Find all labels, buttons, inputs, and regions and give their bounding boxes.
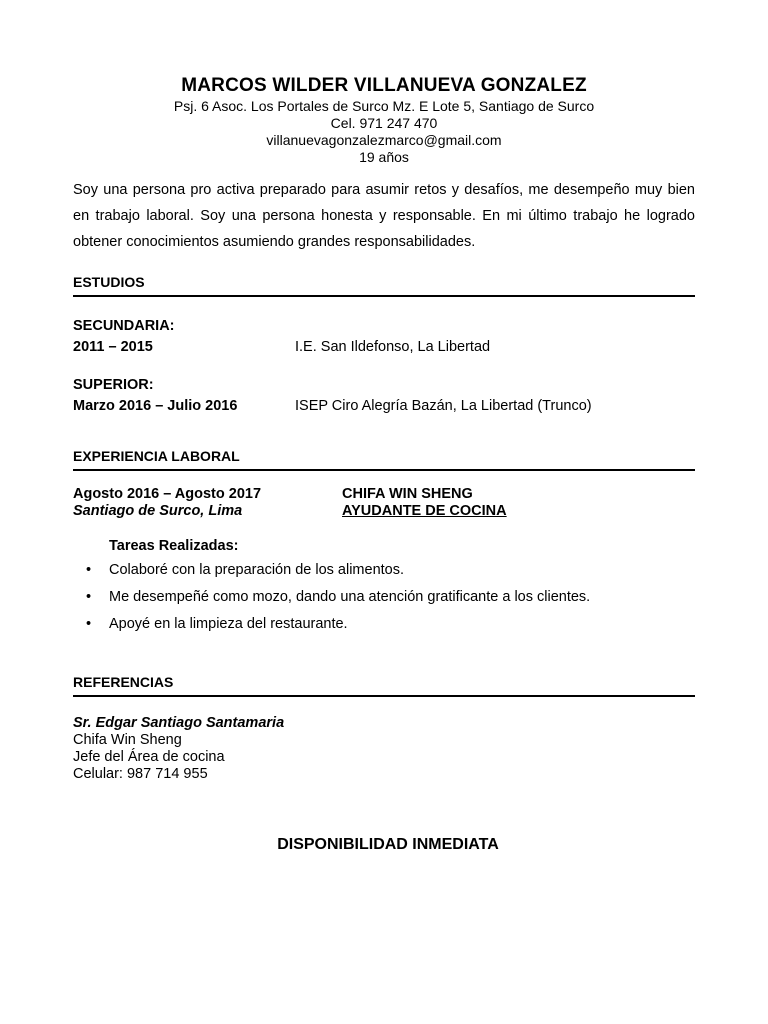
job-company: CHIFA WIN SHENG (342, 486, 473, 502)
secondary-label: SECUNDARIA: (73, 318, 175, 334)
task-text: Colaboré con la preparación de los alimentos. (109, 562, 405, 578)
phone: Cel. 971 247 470 (330, 115, 438, 131)
bullet-icon: • (86, 589, 92, 605)
section-title-experience: EXPERIENCIA LABORAL (73, 447, 695, 471)
availability-note: DISPONIBILIDAD INMEDIATA (277, 836, 499, 853)
list-item (73, 611, 695, 638)
tasks-label: Tareas Realizadas: (109, 538, 239, 554)
superior-dates: Marzo 2016 – Julio 2016 (73, 398, 238, 414)
task-text: Me desempeñé como mozo, dando una atención gratificante a los clientes. (109, 589, 591, 605)
candidate-name: MARCOS WILDER VILLANUEVA GONZALEZ (181, 75, 587, 96)
superior-label: SUPERIOR: (73, 377, 154, 393)
bullet-icon: • (86, 616, 92, 632)
reference-company: Chifa Win Sheng (73, 732, 182, 748)
job-dates: Agosto 2016 – Agosto 2017 (73, 486, 262, 502)
task-text: Apoyé en la limpieza del restaurante. (109, 616, 348, 632)
bullet-icon: • (86, 562, 92, 578)
tasks-list (73, 557, 695, 638)
secondary-school: I.E. San Ildefonso, La Libertad (295, 339, 491, 355)
section-title-studies: ESTUDIOS (73, 273, 695, 297)
age: 19 años (359, 149, 409, 165)
profile-summary: Soy una persona pro activa preparado para asumir retos y desafíos, me desempeño muy bien en trabajo laboral. Soy una persona honesta y responsable. En mi último trabajo he logrado obtener conocimientos asumiendo grandes responsabilidades. (73, 182, 695, 250)
section-title-references: REFERENCIAS (73, 673, 695, 697)
list-item (73, 584, 695, 611)
reference-phone: Celular: 987 714 955 (73, 766, 208, 782)
reference-role: Jefe del Área de cocina (73, 749, 225, 765)
email: villanuevagonzalezmarco@gmail.com (266, 132, 502, 148)
list-item (73, 557, 695, 584)
reference-name: Sr. Edgar Santiago Santamaria (73, 715, 285, 731)
superior-school: ISEP Ciro Alegría Bazán, La Libertad (Trunco) (295, 398, 592, 414)
address: Psj. 6 Asoc. Los Portales de Surco Mz. E Lote 5, Santiago de Surco (173, 98, 595, 114)
job-position: AYUDANTE DE COCINA (342, 503, 507, 519)
job-location: Santiago de Surco, Lima (73, 503, 243, 519)
resume-header (0, 74, 768, 166)
secondary-dates: 2011 – 2015 (73, 339, 153, 355)
